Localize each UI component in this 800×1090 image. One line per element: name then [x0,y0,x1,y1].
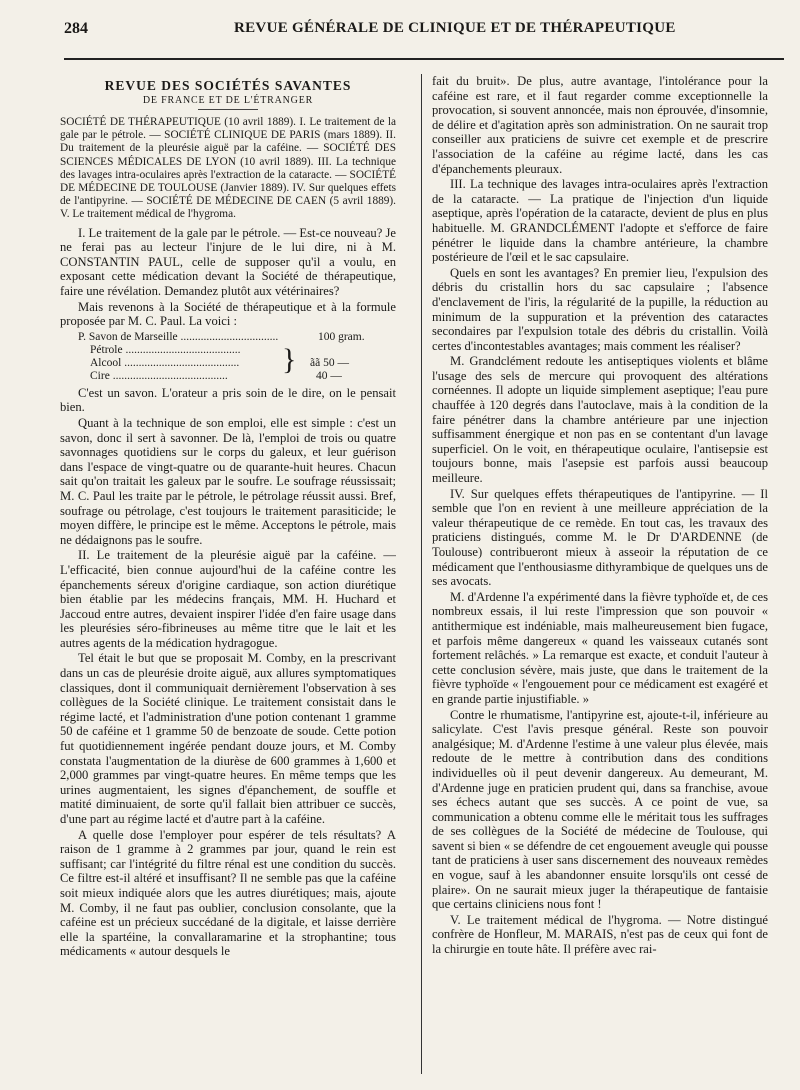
formula-row [60,357,396,370]
left-column [60,74,396,1079]
formula-quantity: 40 — [316,369,342,382]
paragraph: Tel était le but que se proposait M. Comby, en la prescrivant dans un cas de pleurésie droite aiguë, aux allures symptomatiques classiques, dont il communiquait dernièrement l'observation à ses collègues de la Société clinique. Le traitement consistait dans le régime lacté, et l'administration d'une potion contenant 1 gramme 50 de caféine et 1 gramme 50 de benzoate de soude. Cette potion fut quotidiennement ingérée pendant douze jours, et M. Comby constata l'augmentation de la diurèse de 600 grammes à 1,600 et 2,000 grammes par vingt-quatre heures. En même temps que les urines augmentaient, les signes d'épanchement, de souffle et matité diminuaient, de sorte qu'il fallait bien attribuer ce succès, d'une part au régime lacté et d'autre part à la caféine. [60,651,396,826]
paragraph: M. Grandclément redoute les antiseptiques violents et blâme l'usage des sels de mercure qui provoquent des altérations cornéennes. Il adopte un liquide simplement aseptique; l'eau pure chauffée à 120 degrés dans l'autoclave, mais à la condition de la faire pénétrer dans la chambre antérieure par une injection suffisamment énergique et non pas en se contentant d'un lavage superficiel. On le voit, en thérapeutique oculaire, l'antisepsie est toujours bonne, mais l'asepsie est parfois aussi beaucoup meilleure. [432,354,768,486]
paragraph: fait du bruit». De plus, autre avantage, l'intolérance pour la caféine est rare, et il faut regarder comme exceptionnelle la provocation, si souvent annoncée, mais non éprouvée, d'insomnie, de délire et d'agitation après son administration. On ne saurait trop conseiller aux praticiens de suivre cet exemple et de prescrire l'association de la caféine au régime lacté, dans les cas d'épanchements pleuraux. [432,74,768,176]
formula-ingredient: P. Savon de Marseille ..... [78,331,278,344]
formula-quantity: 100 gram. [317,330,365,343]
column-divider [421,74,422,1074]
running-title: REVUE GÉNÉRALE DE CLINIQUE ET DE THÉRAPEUTIQUE [234,20,676,36]
paragraph: Mais revenons à la Société de thérapeutique et à la formule proposée par M. C. Paul. La voici : [60,299,396,329]
right-column [432,74,768,1079]
formula-row [60,370,396,383]
formula-brace: } [282,342,297,376]
paragraph: V. Le traitement médical de l'hygroma. — Notre distingué confrère de Honfleur, M. MARAIS, n'est pas de ceux qui font de la chirurgie en toute hâte. Il préfère avec rai- [432,912,768,957]
formula-ingredient: Pétrole ..... [90,344,280,357]
page-header [64,16,784,48]
formula-quantity: ãã 50 — [310,356,349,369]
section-summary: SOCIÉTÉ DE THÉRAPEUTIQUE (10 avril 1889). I. Le traitement de la gale par le pétrole. — SOCIÉTÉ CLINIQUE DE PARIS (mars 1889). II. Du traitement de la pleurésie aiguë par la caféine. — SOCIÉTÉ DES SCIENCES MÉDICALES DE LYON (10 avril 1889). III. La technique des lavages intra-oculaires après l'extraction de la cataracte. — SOCIÉTÉ DE MÉDECINE DE TOULOUSE (Janvier 1889). IV. Sur quelques effets de l'antipyrine. — SOCIÉTÉ DE MÉDECINE DE CAEN (5 avril 1889). V. Le traitement médical de l'hygroma. [60,116,396,221]
page-number: 284 [64,20,88,37]
paragraph: IV. Sur quelques effets thérapeutiques de l'antipyrine. — Il semble que l'on en revient à une meilleure appréciation de la valeur thérapeutique de ce remède. En tout cas, les travaux des praticiens distingués, comme M. le Dr D'ARDENNE (de Toulouse) contribueront mieux à asseoir la réputation de ce médicament que l'enthousiasme dithyrambique de quelques uns de ses avocats. [432,486,768,589]
paragraph: III. La technique des lavages intra-oculaires après l'extraction de la cataracte. — La pratique de l'injection d'un liquide aseptique, après l'opération de la cataracte, devient de plus en plus habituelle. M. GRANDCLÉMENT l'adopte et s'efforce de faire pénétrer le liquide dans la chambre antérieure, la chambre postérieure de l'œil et le sac capsulaire. [432,177,768,265]
paragraph: Quels en sont les avantages? En premier lieu, l'expulsion des débris du cristallin hors du sac capsulaire ; l'absence d'enclavement de l'iris, la régularité de la pupille, la réduction au minimum de la suppuration et la prévention des cataractes secondaires par l'expulsion totale des débris du cristallin. Voilà certes d'incontestables avantages; mais comment les réaliser? [432,265,768,353]
header-rule [64,58,784,60]
paragraph: II. Le traitement de la pleurésie aiguë par la caféine. — L'efficacité, bien connue aujourd'hui de la caféine contre les épanchements séreux d'origine cardiaque, son action diurétique bien établie par les médecins français, MM. H. Huchard et Jaccoud entre autres, devaient inspirer l'idée d'en faire usage dans les pleurésies séro-fibrineuses au même titre que le lait et les autres agents de la médication hydragogue. [60,548,396,650]
section-rule [198,109,258,110]
section-title: REVUE DES SOCIÉTÉS SAVANTES [104,78,352,93]
paragraph: C'est un savon. L'orateur a pris soin de le dire, on le pensait bien. [60,385,396,415]
formula-ingredient: Cire ..... [90,370,280,383]
paragraph: Contre le rhumatisme, l'antipyrine est, ajoute-t-il, inférieure au salicylate. C'est l'avis presque général. Reste son pouvoir analgésique; M. d'Ardenne l'estime à une valeur plus élevée, mais redoute de le mettre à contribution dans des conditions individuelles où il peut devenir dangereux. Au demeurant, M. d'Ardenne juge en praticien prudent qui, dans sa franchise, avoue ses échecs autant que ses succès. A ce point de vue, sa communication a obtenu comme elle le méritait tous les suffrages de ses collègues de la Société de médecine de Toulouse, qui savent si bien « se défendre de cet engouement aveugle qui pousse tant de praticiens à user sans discernement des nouveaux remèdes en vogue, sauf à les abandonner ensuite lorsqu'ils ont cessé de plaire». On ne saurait mieux juger la thérapeutique de fantaisie que certains cliniciens nous font ! [432,707,768,912]
paragraph: M. d'Ardenne l'a expérimenté dans la fièvre typhoïde et, de ces nombreux essais, il lui reste l'impression que son pouvoir « antithermique est indéniable, mais malheureusement bien fugace, et parfois même dangereux « quand les vaisseaux cutanés sont fortement relâchés. » La remarque est exacte, et conduit l'auteur à cette conclusion sévère, mais juste, que dans le traitement de la fièvre typhoïde « l'engouement pour ce médicament est exagéré et en grande partie injustifiable. » [432,589,768,706]
section-subtitle: DE FRANCE ET DE L'ÉTRANGER [142,95,314,106]
formula-block [60,331,396,383]
formula-ingredient: Alcool ..... [90,357,280,370]
paragraph: A quelle dose l'employer pour espérer de tels résultats? A raison de 1 gramme à 2 grammes par jour, quand le rein est suffisant; car l'intégrité du filtre rénal est une condition du succès. Ce filtre est-il altéré et insuffisant? Il ne semble pas que la caféine soit mieux indiquée alors que les autres diurétiques; mais, ajoute M. Comby, il ne faut pas oublier, conclusion consolante, que la caféine est un précieux succédané de la digitale, et laisse derrière elle la spartéine, la convallaramarine et la strophantine; tous médicaments « autour desquels le [60,827,396,959]
formula-row [60,344,396,357]
paragraph: Quant à la technique de son emploi, elle est simple : c'est un savon, donc il sert à savonner. De là, l'emploi de trois ou quatre savonnages quotidiens sur le corps du galeux, et leur guérison dans l'espace de vingt-quatre ou de quarante-huit heures. Chacun sait qu'on traitait les galeux par le soufre. Le soufrage réussissait; M. C. Paul les traite par le pétrole, le pétrolage réussit aussi. Bref, soufrage ou pétrolage, c'est toujours le traitement parasiticide; le moyen diffère, le principe est le même. Acceptons le pétrole, mais ne dédaignons pas le soufre. [60,415,396,547]
paragraph: I. Le traitement de la gale par le pétrole. — Est-ce nouveau? Je ne ferai pas au lecteur l'injure de le lui dire, ni à M. CONSTANTIN PAUL, celle de supposer qu'il a voulu, en exposant cette médication devant la Société de thérapeutique, faire une révélation. Demandez plutôt aux vétérinaires? [60,225,396,298]
formula-row [60,331,396,344]
